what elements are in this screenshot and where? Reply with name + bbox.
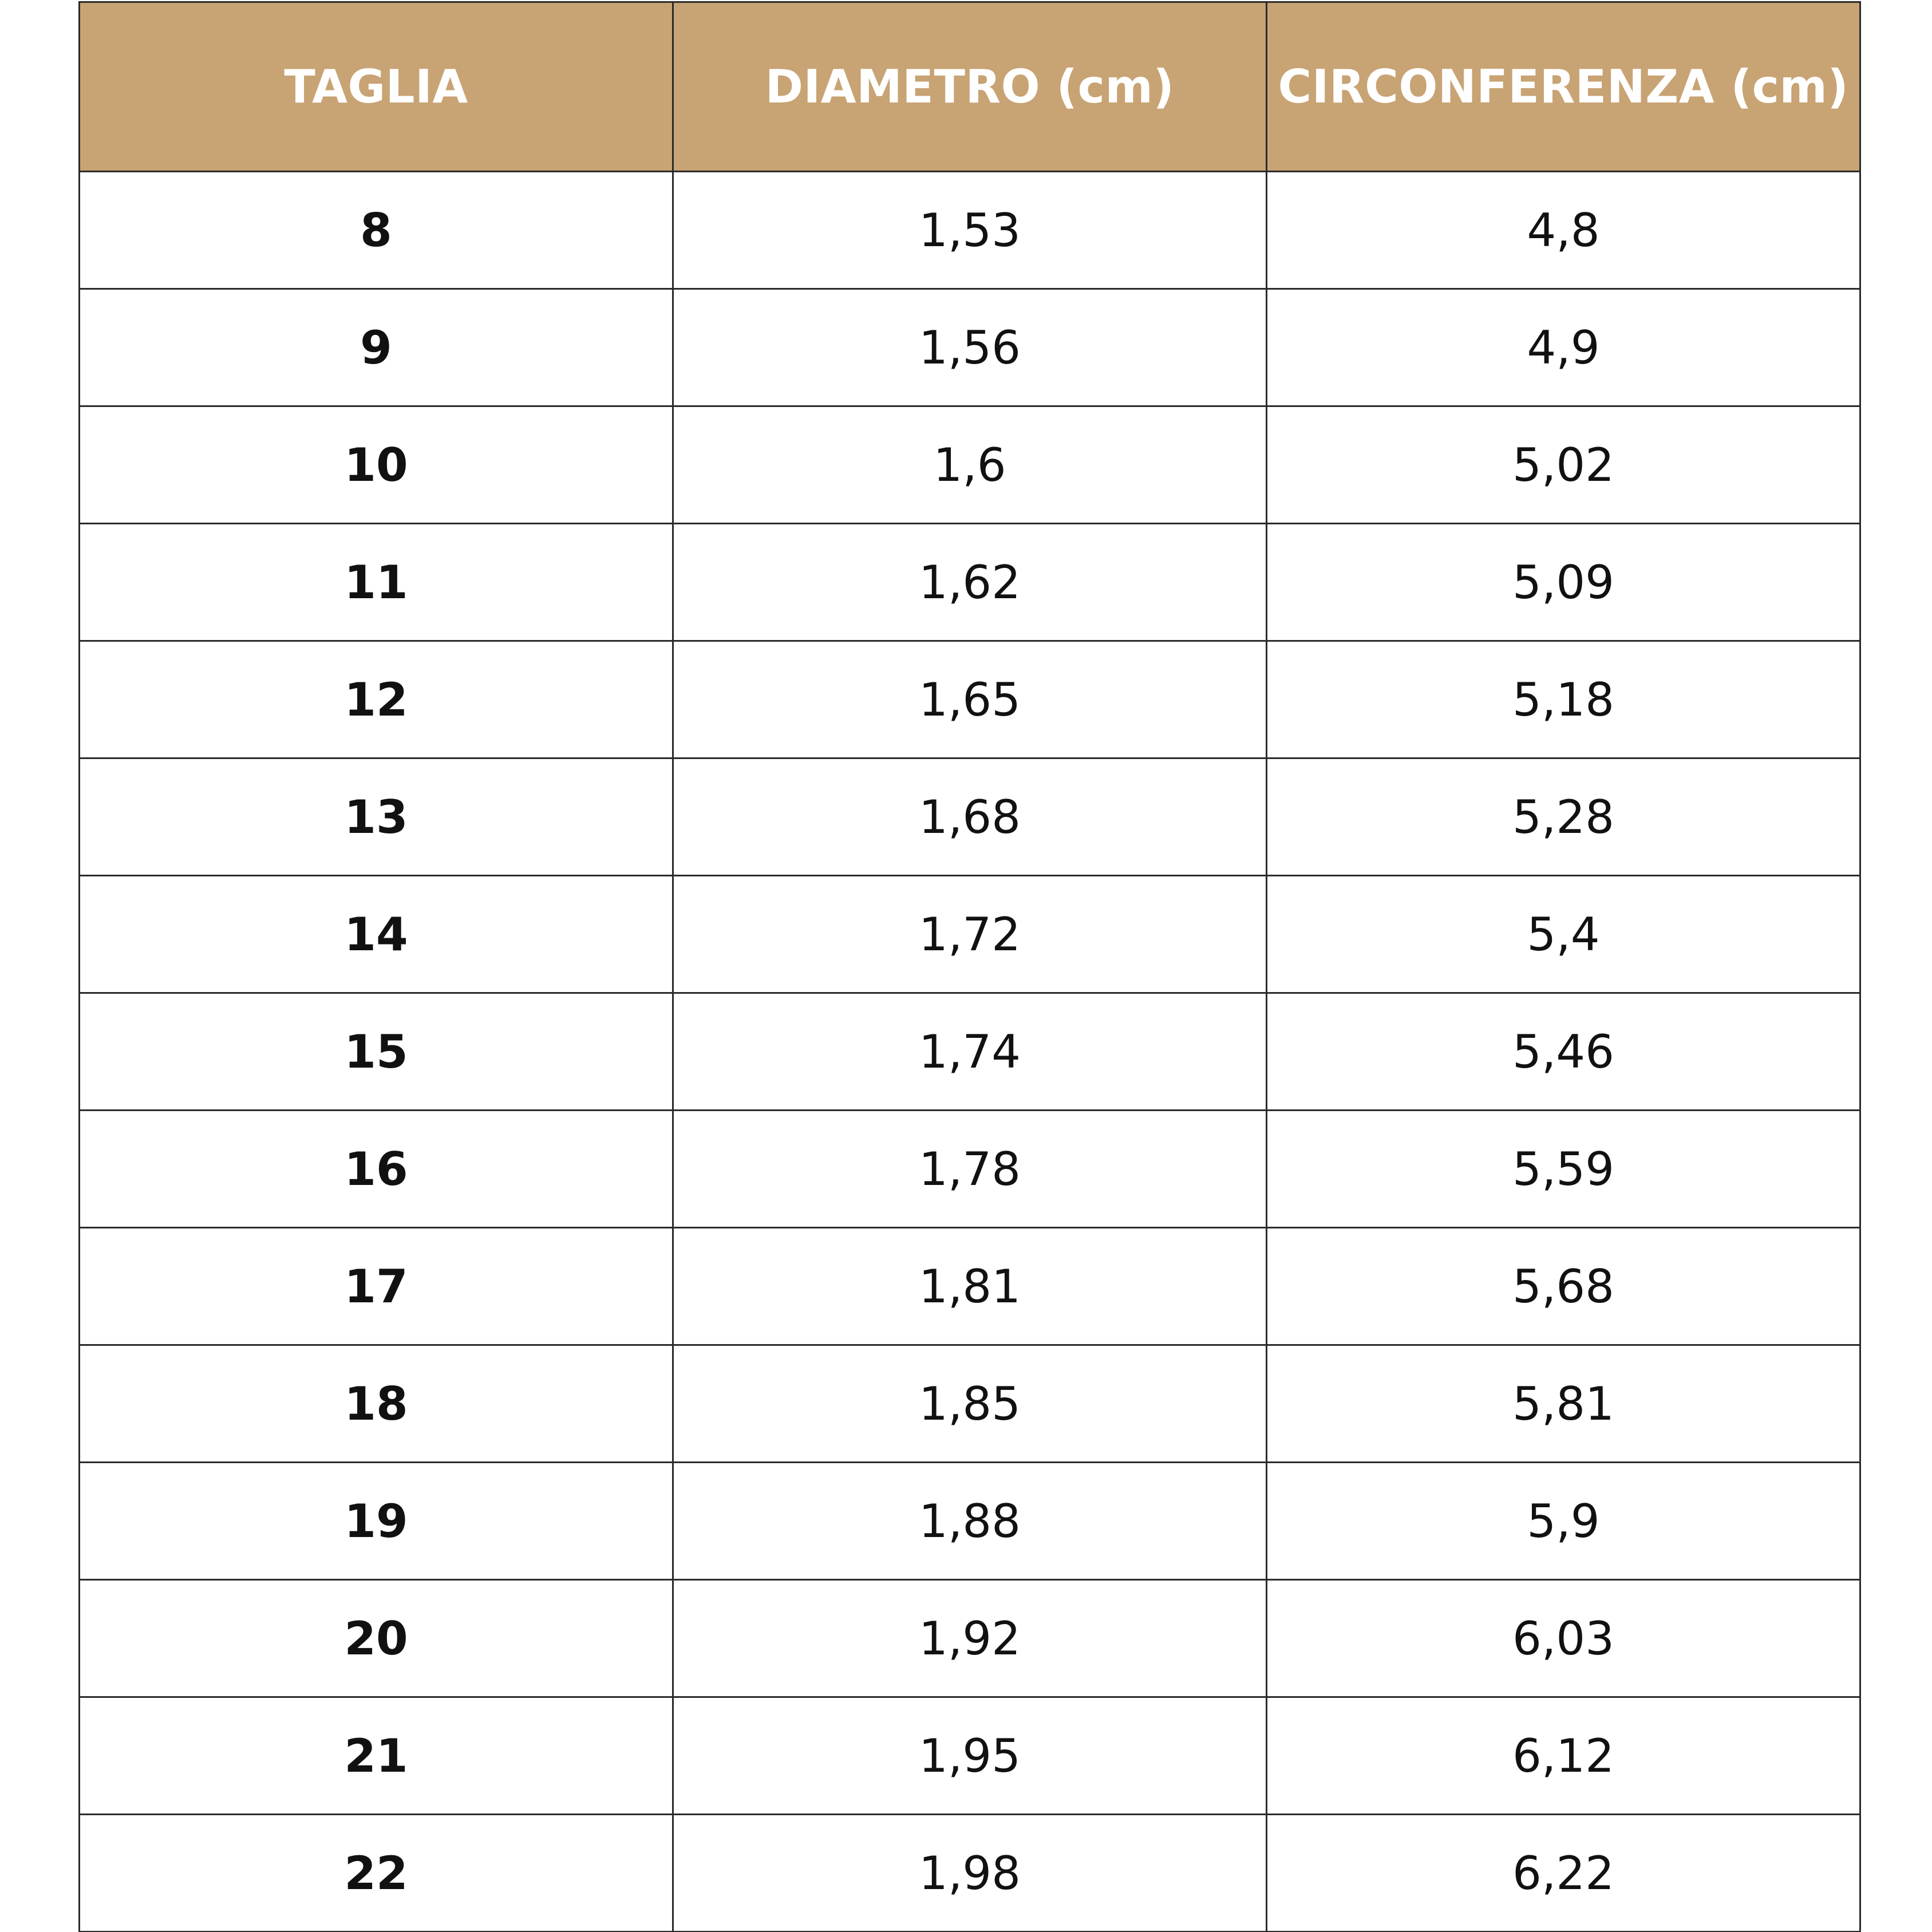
table-row [80,406,1860,524]
diameter-cell: 1,6 [673,406,1267,524]
circumference-cell: 5,18 [1267,641,1860,758]
table-row [80,641,1860,758]
size-cell: 19 [80,1463,673,1580]
circumference-cell: 6,03 [1267,1580,1860,1697]
size-cell: 16 [80,1111,673,1228]
circumference-cell: 5,28 [1267,758,1860,876]
circumference-cell: 4,8 [1267,172,1860,289]
size-cell: 17 [80,1228,673,1345]
table-row [80,876,1860,993]
table-row [80,524,1860,641]
circumference-cell: 6,12 [1267,1697,1860,1815]
size-cell: 10 [80,406,673,524]
table-row [80,1228,1860,1345]
diameter-cell: 1,72 [673,876,1267,993]
diameter-cell: 1,53 [673,172,1267,289]
table-row [80,289,1860,406]
size-cell: 12 [80,641,673,758]
diameter-cell: 1,56 [673,289,1267,406]
header-diametro: DIAMETRO (cm) [673,2,1267,172]
circumference-cell: 5,59 [1267,1111,1860,1228]
diameter-cell: 1,78 [673,1111,1267,1228]
size-cell: 22 [80,1815,673,1932]
circumference-cell: 5,09 [1267,524,1860,641]
table-body [80,172,1860,1932]
diameter-cell: 1,85 [673,1345,1267,1463]
diameter-cell: 1,95 [673,1697,1267,1815]
diameter-cell: 1,98 [673,1815,1267,1932]
size-cell: 11 [80,524,673,641]
circumference-cell: 5,02 [1267,406,1860,524]
size-chart-table [78,1,1861,1932]
table-row [80,1580,1860,1697]
size-cell: 14 [80,876,673,993]
table-row [80,1815,1860,1932]
table-row [80,758,1860,876]
circumference-cell: 5,46 [1267,993,1860,1111]
size-cell: 21 [80,1697,673,1815]
header-taglia: TAGLIA [80,2,673,172]
size-cell: 13 [80,758,673,876]
diameter-cell: 1,68 [673,758,1267,876]
circumference-cell: 5,4 [1267,876,1860,993]
diameter-cell: 1,62 [673,524,1267,641]
circumference-cell: 6,22 [1267,1815,1860,1932]
table-row [80,1111,1860,1228]
table-row [80,1345,1860,1463]
diameter-cell: 1,81 [673,1228,1267,1345]
circumference-cell: 5,68 [1267,1228,1860,1345]
table-row [80,1463,1860,1580]
header-circonferenza: CIRCONFERENZA (cm) [1267,2,1860,172]
diameter-cell: 1,92 [673,1580,1267,1697]
diameter-cell: 1,88 [673,1463,1267,1580]
circumference-cell: 4,9 [1267,289,1860,406]
size-cell: 20 [80,1580,673,1697]
diameter-cell: 1,74 [673,993,1267,1111]
size-cell: 8 [80,172,673,289]
diameter-cell: 1,65 [673,641,1267,758]
size-cell: 18 [80,1345,673,1463]
circumference-cell: 5,9 [1267,1463,1860,1580]
header-row [80,2,1860,172]
size-cell: 15 [80,993,673,1111]
table-header [80,2,1860,172]
size-cell: 9 [80,289,673,406]
table-row [80,993,1860,1111]
circumference-cell: 5,81 [1267,1345,1860,1463]
table-row [80,1697,1860,1815]
table-row [80,172,1860,289]
